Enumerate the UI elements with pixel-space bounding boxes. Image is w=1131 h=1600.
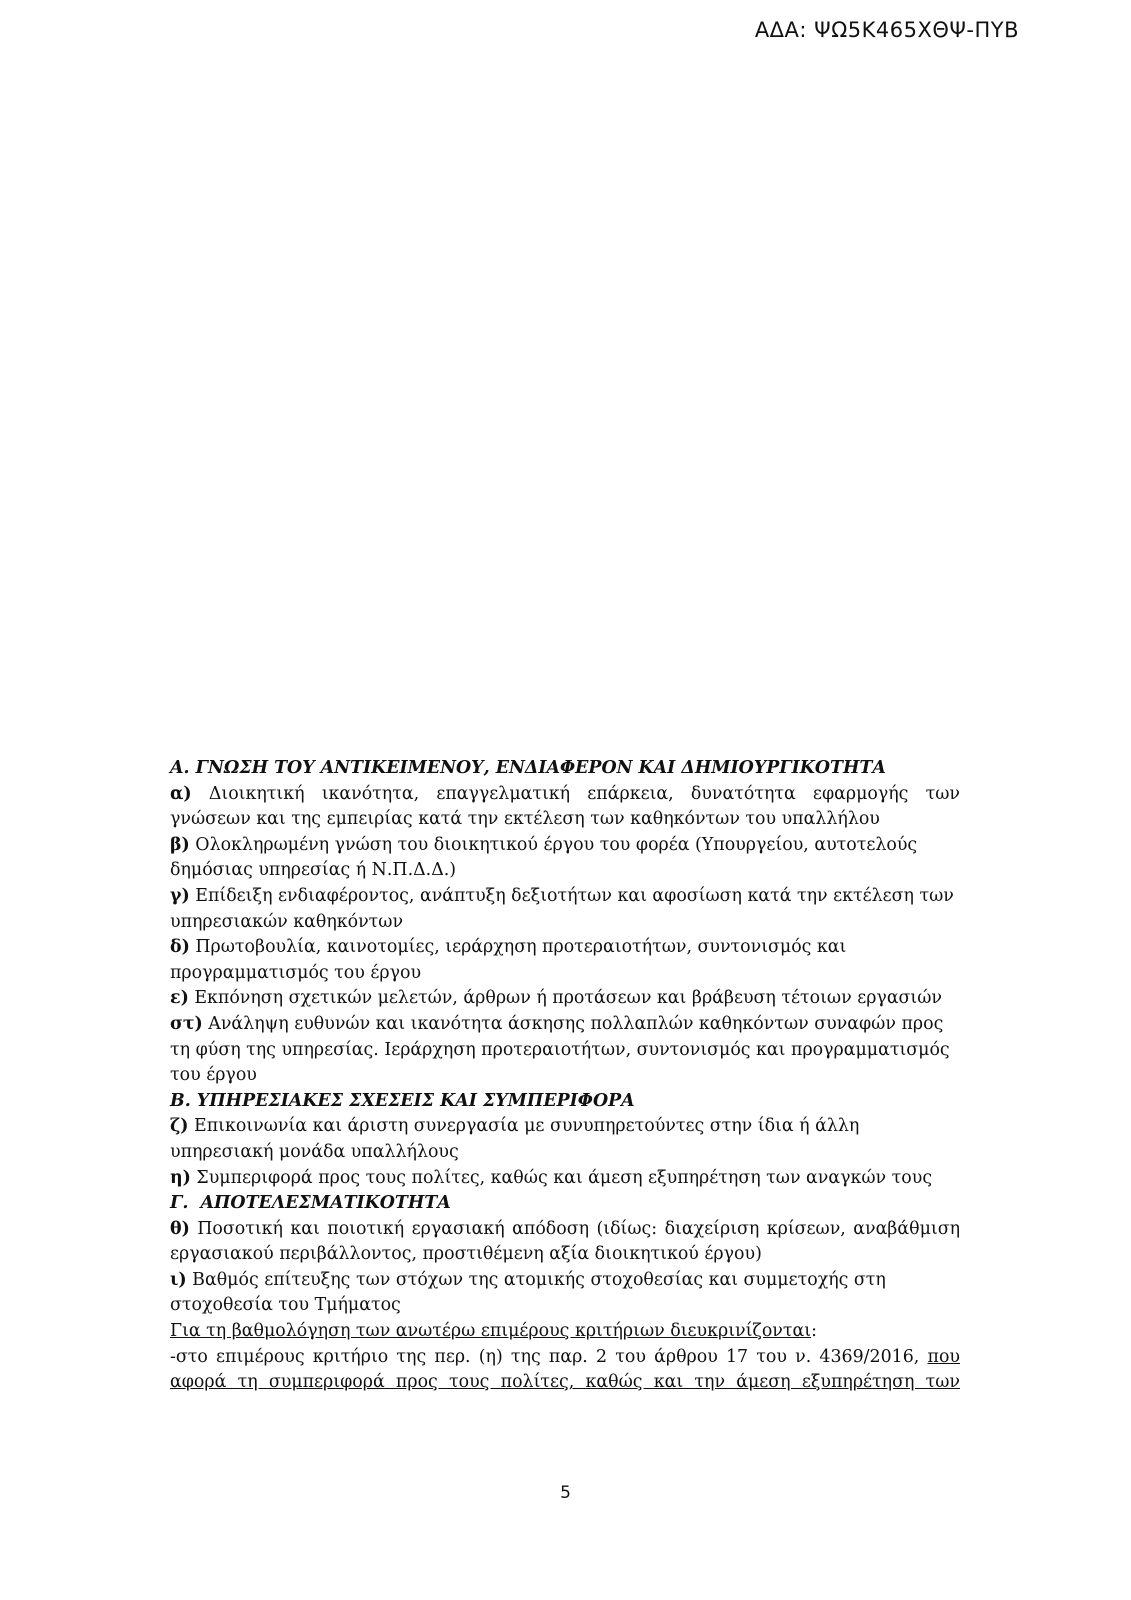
ada-identifier: ΑΔΑ: ΨΩ5Κ465ΧΘΨ-ΠΥΒ: [754, 18, 1019, 42]
clarification-line-1: [170, 1345, 960, 1371]
criterion-text: Συμπεριφορά προς τους πολίτες, καθώς και άμεση εξυπηρέτηση των αναγκών τους: [190, 1167, 933, 1188]
criterion-th: [170, 1217, 960, 1268]
criterion-text: Βαθμός επίτευξης των στόχων της ατομικής στοχοθεσίας και συμμετοχής στη στοχοθεσία του Τμήματος: [170, 1269, 886, 1316]
criterion-text: Ολοκληρωμένη γνώση του διοικητικού έργου του φορέα (Υπουργείου, αυτοτελούς δημόσιας υπηρεσίας ή Ν.Π.Δ.Δ.): [170, 834, 918, 881]
criterion-text: Επίδειξη ενδιαφέροντος, ανάπτυξη δεξιοτήτων και αφοσίωση κατά την εκτέλεση των υπηρεσιακών καθηκόντων: [170, 885, 954, 932]
criterion-text: Ποσοτική και ποιοτική εργασιακή απόδοση (ιδίως: διαχείριση κρίσεων, αναβάθμιση εργασιακού περιβάλλοντος, προστιθέμενη αξία διοικητικού έργου): [170, 1218, 960, 1265]
clarification-line-1-text: -στο επιμέρους κριτήριο της περ. (η) της παρ. 2 του άρθρου 17 του ν. 4369/2016,: [170, 1346, 928, 1367]
evaluation-criteria-text: [170, 756, 960, 1396]
criterion-text: Ανάληψη ευθυνών και ικανότητα άσκησης πολλαπλών καθηκόντων συναφών προς τη φύση της υπηρεσίας. Ιεράρχηση προτεραιοτήτων, συντονισμός και προγραμματισμός του έργου: [170, 1013, 950, 1086]
page-number: 5: [560, 1483, 571, 1503]
criterion-label: ε): [170, 988, 189, 1009]
criterion-label: β): [170, 834, 190, 855]
criterion-b: [170, 833, 960, 884]
clarification-intro-text: Για τη βαθμολόγηση των ανωτέρω επιμέρους κριτήριων διευκρινίζονται: [170, 1321, 812, 1342]
criterion-label: ι): [170, 1269, 187, 1290]
criterion-label: δ): [170, 937, 190, 958]
criterion-c: [170, 884, 960, 935]
criterion-label: γ): [170, 885, 190, 906]
criterion-label: η): [170, 1167, 191, 1188]
criterion-label: α): [170, 783, 192, 804]
criterion-text: Εκπόνηση σχετικών μελετών, άρθρων ή προτάσεων και βράβευση τέτοιων εργασιών: [188, 988, 943, 1009]
criterion-text: Διοικητική ικανότητα, επαγγελματική επάρκεια, δυνατότητα εφαρμογής των γνώσεων και της εμπειρίας κατά την εκτέλεση των καθηκόντων του υπαλλήλου: [170, 783, 960, 830]
criterion-label: ζ): [170, 1116, 189, 1137]
clarification-intro: [170, 1319, 960, 1345]
criterion-text: Επικοινωνία και άριστη συνεργασία με συνυπηρετούντες στην ίδια ή άλλη υπηρεσιακή μονάδα υπαλλήλους: [170, 1116, 860, 1162]
criterion-i: [170, 1166, 960, 1192]
clarification-line-1-underlined: που: [927, 1346, 960, 1367]
criterion-a: [170, 782, 960, 833]
criterion-label: στ): [170, 1013, 203, 1034]
criterion-iota: [170, 1268, 960, 1319]
section-a-heading: Α. ΓΝΩΣΗ ΤΟΥ ΑΝΤΙΚΕΙΜΕΝΟΥ, ΕΝΔΙΑΦΕΡΟΝ ΚΑΙ ΔΗΜΙΟΥΡΓΙΚΟΤΗΤΑ: [170, 758, 886, 778]
clarification-intro-colon: :: [811, 1321, 817, 1342]
clarification-line-2: αφορά τη συμπεριφορά προς τους πολίτες, καθώς και την άμεση εξυπηρέτηση των: [170, 1372, 960, 1393]
criterion-d: [170, 935, 960, 986]
section-c-heading: Γ. ΑΠΟΤΕΛΕΣΜΑΤΙΚΟΤΗΤΑ: [170, 1193, 451, 1214]
criterion-e: [170, 986, 960, 1012]
criterion-label: θ): [170, 1218, 190, 1239]
section-b-heading: Β. ΥΠΗΡΕΣΙΑΚΕΣ ΣΧΕΣΕΙΣ ΚΑΙ ΣΥΜΠΕΡΙΦΟΡΑ: [170, 1090, 635, 1111]
criterion-text: Πρωτοβουλία, καινοτομίες, ιεράρχηση προτεραιοτήτων, συντονισμός και προγραμματισμός του έργου: [170, 937, 847, 983]
criterion-z: [170, 1114, 960, 1165]
criterion-st: [170, 1012, 960, 1089]
